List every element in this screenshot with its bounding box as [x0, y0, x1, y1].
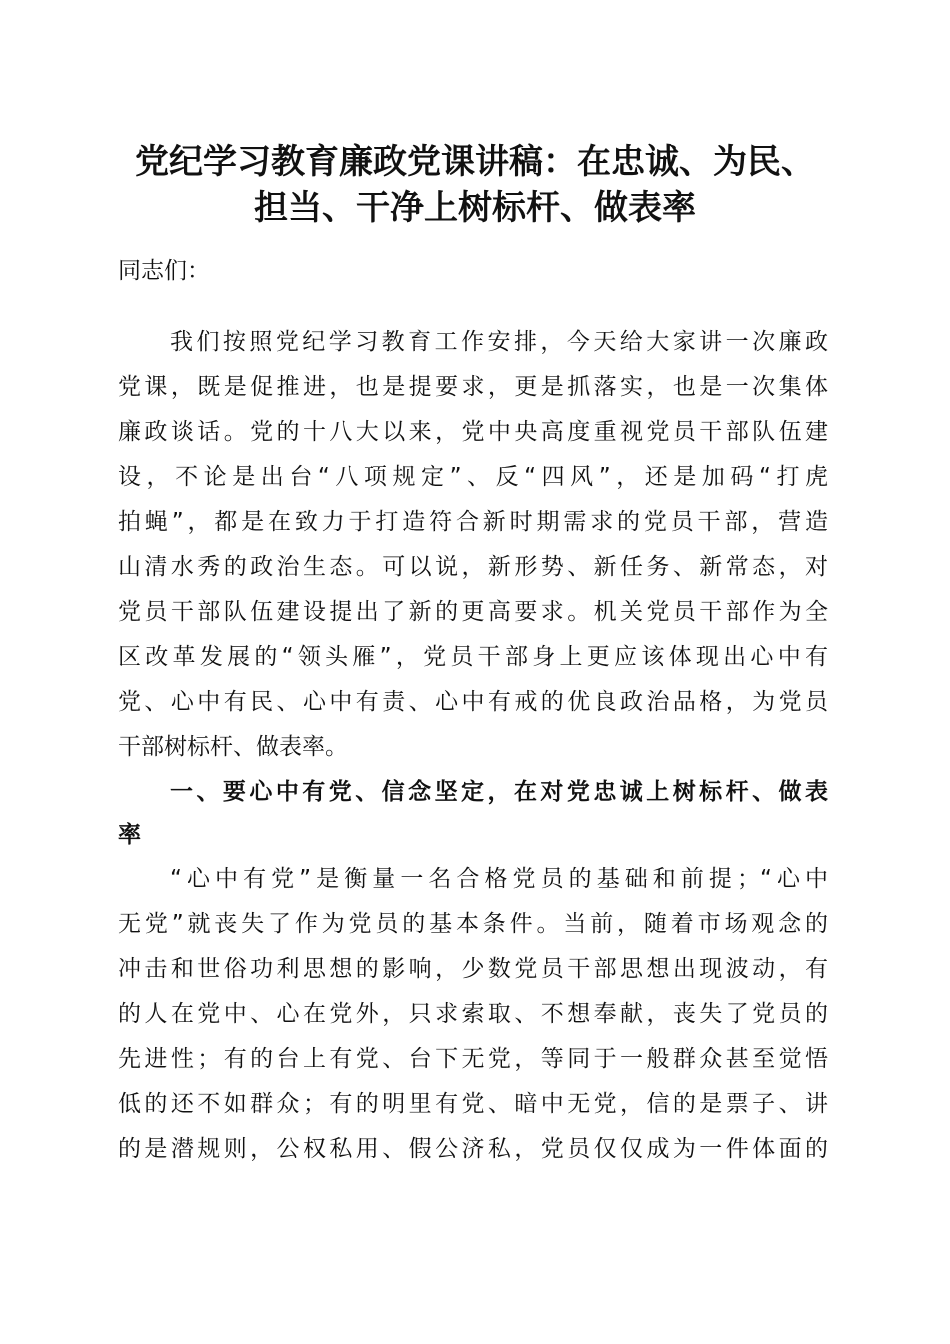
body-line: 低的还不如群众；有的明里有党、暗中无党，信的是票子、讲	[118, 1091, 828, 1117]
intro-line: 我们按照党纪学习教育工作安排，今天给大家讲一次廉政	[170, 329, 828, 355]
intro-line: 山清水秀的政治生态。可以说，新形势、新任务、新常态，对	[118, 554, 828, 580]
intro-line: 党课，既是促推进，也是提要求，更是抓落实，也是一次集体	[118, 374, 828, 400]
body-line: 的人在党中、心在党外，只求索取、不想奉献，丧失了党员的	[118, 1001, 828, 1027]
intro-line: 区改革发展的“领头雁”，党员干部身上更应该体现出心中有	[118, 644, 828, 670]
section-heading-line: 一、要心中有党、信念坚定，在对党忠诚上树标杆、做表	[170, 779, 828, 805]
document-title-line-2: 担当、干净上树标杆、做表率	[254, 188, 696, 228]
intro-line: 干部树标杆、做表率。	[118, 734, 348, 760]
intro-line: 廉政谈话。党的十八大以来，党中央高度重视党员干部队伍建	[118, 419, 828, 445]
intro-line: 设，不论是出台“八项规定”、反“四风”，还是加码“打虎	[118, 464, 828, 490]
intro-line: 拍蝇”，都是在致力于打造符合新时期需求的党员干部，营造	[118, 509, 828, 535]
body-line: 冲击和世俗功利思想的影响，少数党员干部思想出现波动，有	[118, 956, 828, 982]
document-title-line-1: 党纪学习教育廉政党课讲稿：在忠诚、为民、	[135, 142, 815, 182]
body-line: “心中有党”是衡量一名合格党员的基础和前提；“心中	[170, 866, 828, 892]
body-line: 无党”就丧失了作为党员的基本条件。当前，随着市场观念的	[118, 911, 828, 937]
body-line: 的是潜规则，公权私用、假公济私，党员仅仅成为一件体面的	[118, 1136, 828, 1162]
body-line: 先进性；有的台上有党、台下无党，等同于一般群众甚至觉悟	[118, 1046, 828, 1072]
intro-line: 党、心中有民、心中有责、心中有戒的优良政治品格，为党员	[118, 689, 828, 715]
salutation: 同志们：	[118, 258, 210, 284]
intro-line: 党员干部队伍建设提出了新的更高要求。机关党员干部作为全	[118, 599, 828, 625]
section-heading-line: 率	[118, 822, 141, 848]
